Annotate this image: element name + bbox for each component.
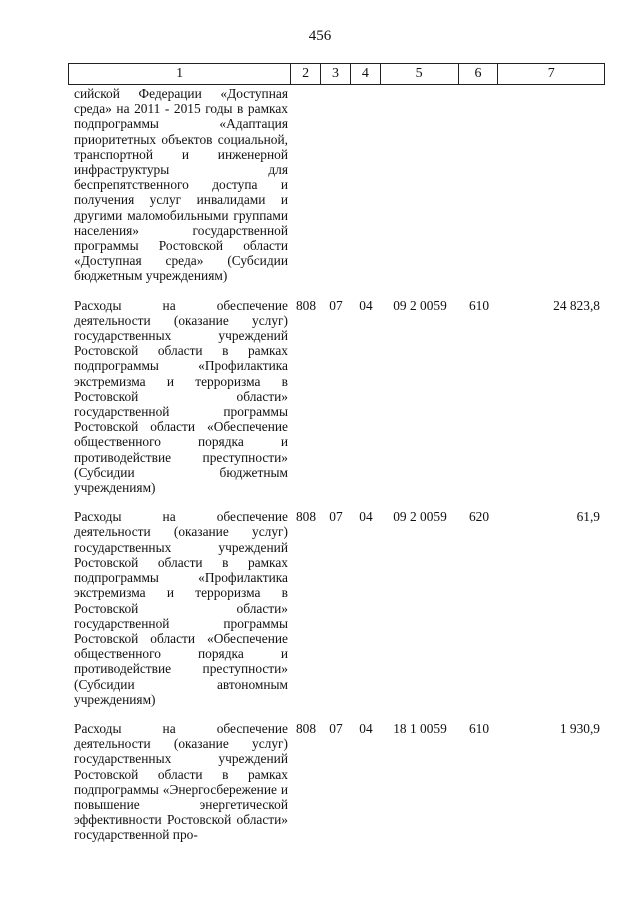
row-description: сийской Федерации «Доступная среда» на 2011 - 2015 годы в рамках подпрограммы «Адаптация приоритетных объектов социальной, транспортной и инженерной инфраструктуры для беспрепятственного доступа и получения услуг инвалидами и другими маломобильными группами населения» государственной программы Ростовской области «Доступная среда» (Субсидии бюджетным учреждениям) <box>74 86 288 284</box>
row-col-6: 610 <box>468 297 490 313</box>
header-cell-7: 7 <box>547 66 555 81</box>
table-body <box>68 85 605 843</box>
header-cell-3: 3 <box>321 64 351 84</box>
row-col-5: 18 1 0059 <box>393 720 447 736</box>
header-cell-2: 2 <box>291 64 321 84</box>
row-col-4: 04 <box>359 720 373 736</box>
header-cell-5: 5 <box>381 64 459 84</box>
row-col-6: 610 <box>468 720 490 736</box>
row-col-3: 07 <box>329 720 343 736</box>
row-description: Расходы на обеспечение деятельности (оказание услуг) государственных учреждений Ростовской области в рамках подпрограммы «Профилактика экстремизма и терроризма в Ростовской области» государственной программы Ростовской области «Обеспечение общественного порядка и противодействие преступности» (Субсидии автономным учреждениям) <box>74 509 288 707</box>
row-col-5: 09 2 0059 <box>393 509 447 525</box>
row-description: Расходы на обеспечение деятельности (оказание услуг) государственных учреждений Ростовской области в рамках подпрограммы «Профилактика экстремизма и терроризма в Ростовской области» государственной программы Ростовской области «Обеспечение общественного порядка и противодействие преступности» (Субсидии бюджетным учреждениям) <box>74 297 288 496</box>
row-amount: 1 930,9 <box>559 720 600 736</box>
table-row <box>68 298 605 496</box>
row-col-2: 808 <box>295 509 317 525</box>
row-col-5: 09 2 0059 <box>393 297 447 313</box>
header-cell-1: 1 <box>69 64 291 84</box>
table-row <box>68 85 605 284</box>
row-col-4: 04 <box>359 297 373 313</box>
row-col-4: 04 <box>359 509 373 525</box>
row-description: Расходы на обеспечение деятельности (оказание услуг) государственных учреждений Ростовской области в рамках подпрограммы «Энергосбережение и повышение энергетической эффективности Ростовской области» государственной про- <box>74 720 288 843</box>
page-number: 456 <box>308 28 332 44</box>
header-cell-4: 4 <box>351 64 381 84</box>
row-col-2: 808 <box>295 297 317 313</box>
row-amount: 61,9 <box>576 509 600 525</box>
table-row <box>68 721 605 843</box>
row-amount: 24 823,8 <box>553 297 600 313</box>
row-col-3: 07 <box>329 509 343 525</box>
table-header-row <box>68 63 605 85</box>
row-col-6: 620 <box>468 509 490 525</box>
row-col-2: 808 <box>295 720 317 736</box>
row-col-3: 07 <box>329 297 343 313</box>
header-cell-6: 6 <box>459 64 499 84</box>
table-row <box>68 509 605 707</box>
